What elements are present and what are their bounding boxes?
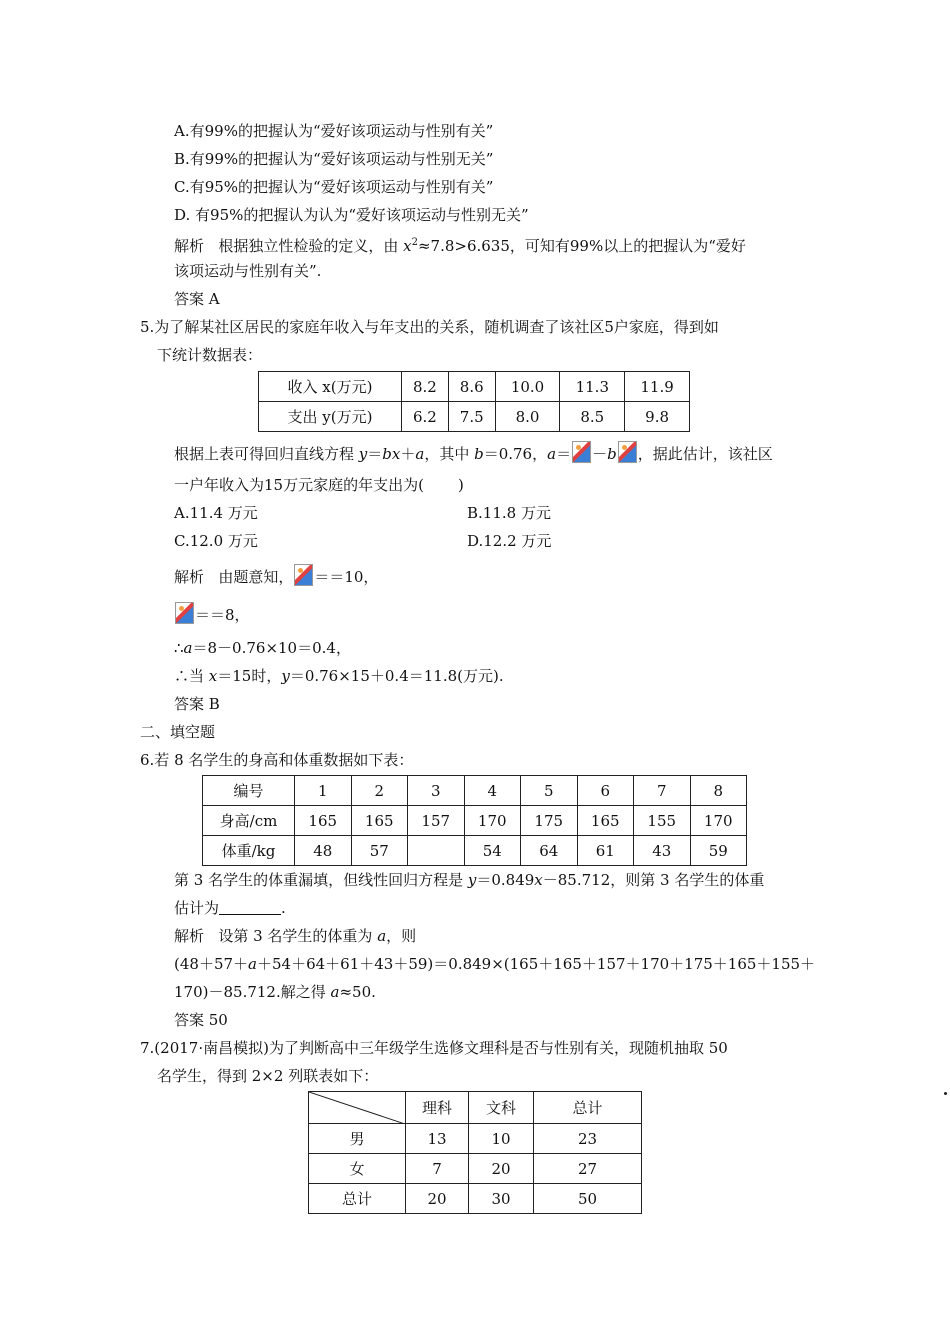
text: 由题意知，: [218, 568, 294, 586]
table-cell: 43: [634, 836, 691, 866]
table-row-label: 支出 y(万元): [259, 402, 402, 432]
q5-answer: 答案 B: [174, 695, 220, 713]
margin-mark: [944, 1092, 947, 1095]
analysis-label: 解析: [174, 237, 205, 255]
text: ＝＝8，: [195, 606, 250, 624]
q6-analysis-line-3: [174, 982, 376, 1002]
text: ∴当: [174, 667, 209, 685]
var-a: a: [415, 445, 425, 463]
q6-height-weight-table: [202, 775, 747, 866]
text: 根据上表可得回归直线方程: [174, 445, 359, 463]
q5-analysis-line-4: [174, 666, 504, 686]
q6-text-line-2: [174, 898, 286, 918]
table-cell: 165: [351, 806, 408, 836]
table-cell-empty: [408, 836, 465, 866]
table-cell: 59: [690, 836, 747, 866]
table-header-cell: 1: [295, 776, 352, 806]
var-b: b: [474, 445, 484, 463]
text: 估计为: [174, 899, 220, 917]
text: 设第 3 名学生的体重为: [218, 927, 378, 945]
q7-stem-line-2: 名学生，得到 2×2 列联表如下：: [157, 1067, 379, 1085]
q6-stem: 6.若 8 名学生的身高和体重数据如下表：: [140, 751, 414, 769]
table-cell: 8.0: [495, 402, 560, 432]
table-cell: 8.6: [448, 372, 495, 402]
text: (48＋57＋: [174, 955, 249, 973]
chi-var: x: [403, 237, 412, 255]
x-bar-image-icon: [294, 564, 313, 586]
table-cell: 155: [634, 806, 691, 836]
text: ＝0.849: [476, 871, 535, 889]
table-header-cell: 理科: [406, 1092, 469, 1124]
table-cell: 170: [464, 806, 521, 836]
text: ＝15时，: [217, 667, 282, 685]
x-bar-image-icon: [618, 441, 637, 463]
q7-stem-line-1: 7.(2017·南昌模拟)为了判断高中三年级学生选修文理科是否与性别有关，现随机抽取 50: [140, 1039, 728, 1057]
table-cell: 50: [534, 1184, 642, 1214]
q5-stem-line-1: 5.为了解某社区居民的家庭年收入与年支出的关系，随机调查了该社区5户家庭，得到如: [140, 318, 719, 336]
q4-analysis-line-2: 该项运动与性别有关”.: [174, 262, 322, 280]
text: ＝0.76，: [483, 445, 548, 463]
q4-analysis-line-1: [174, 233, 746, 256]
text: .: [281, 899, 286, 917]
var-a: a: [248, 955, 257, 973]
table-cell: 13: [406, 1124, 469, 1154]
analysis-label: 解析: [174, 568, 205, 586]
var-a: a: [330, 983, 340, 1001]
var-a: a: [183, 639, 193, 657]
table-header-cell: 6: [577, 776, 634, 806]
table-header-cell: 文科: [469, 1092, 534, 1124]
table-cell: 57: [351, 836, 408, 866]
table-header-cell: 5: [521, 776, 578, 806]
table-header-cell: 4: [464, 776, 521, 806]
q6-analysis-line-2: [174, 954, 815, 974]
q5-analysis-line-2: [174, 602, 250, 625]
table-cell: 157: [408, 806, 465, 836]
var-y: y: [358, 445, 368, 463]
section-title: 二、填空题: [140, 723, 216, 741]
therefore-symbol: ∴: [174, 639, 184, 657]
table-header-cell: 2: [351, 776, 408, 806]
table-header-cell: 3: [408, 776, 465, 806]
table-header-cell: 7: [634, 776, 691, 806]
text: ＋: [400, 445, 416, 463]
text: ，据此估计，该社区: [637, 445, 773, 463]
table-cell: 8.2: [402, 372, 449, 402]
diagonal-header-cell: [309, 1092, 406, 1124]
text: ＋54＋64＋61＋43＋59)＝0.849×(165＋165＋157＋170＋175＋165＋155＋: [256, 955, 816, 973]
q4-option-a: A.有99%的把握认为“爱好该项运动与性别有关”: [174, 122, 494, 140]
q6-answer: 答案 50: [174, 1011, 228, 1029]
q4-analysis-text-2: ≈7.8>6.635，可知有99%以上的把握认为“爱好: [417, 237, 746, 255]
table-cell: 6.2: [402, 402, 449, 432]
table-row-label: 身高/cm: [203, 806, 295, 836]
analysis-label: 解析: [174, 927, 205, 945]
text: ＝8－0.76×10＝0.4，: [192, 639, 351, 657]
text: ＝: [556, 445, 572, 463]
q5-analysis-line-3: [174, 638, 351, 658]
table-cell: 165: [295, 806, 352, 836]
q5-option-d: D.12.2 万元: [467, 532, 552, 550]
q4-answer: 答案 A: [174, 290, 220, 308]
q6-text-line-1: [174, 870, 764, 890]
table-cell: 10.0: [495, 372, 560, 402]
q5-option-c: C.12.0 万元: [174, 532, 258, 550]
var-a: a: [377, 927, 387, 945]
chi-sup: 2: [411, 237, 418, 248]
q5-option-b: B.11.8 万元: [467, 504, 551, 522]
y-bar-image-icon: [572, 441, 591, 463]
var-b: b: [607, 445, 617, 463]
table-cell: 11.9: [625, 372, 690, 402]
answer-blank: [219, 900, 281, 915]
q4-option-c: C.有95%的把握认为“爱好该项运动与性别有关”: [174, 178, 494, 196]
q5-option-a: A.11.4 万元: [174, 504, 258, 522]
var-x: x: [534, 871, 543, 889]
var-y: y: [281, 667, 290, 685]
text: 170)－85.712.解之得: [174, 983, 331, 1001]
table-header-cell: 8: [690, 776, 747, 806]
table-cell: 61: [577, 836, 634, 866]
table-row-label: 女: [309, 1154, 406, 1184]
q4-analysis-text: 根据独立性检验的定义，由: [218, 237, 404, 255]
q5-text-line-2: [174, 475, 464, 495]
table-cell: 10: [469, 1124, 534, 1154]
table-row-label: 体重/kg: [203, 836, 295, 866]
text: ＝0.76×15＋0.4＝11.8(万元).: [289, 667, 504, 685]
table-cell: 64: [521, 836, 578, 866]
y-bar-image-icon: [175, 602, 194, 624]
table-row-label: 编号: [203, 776, 295, 806]
table-cell: 8.5: [560, 402, 625, 432]
table-cell: 7: [406, 1154, 469, 1184]
text: ，其中: [424, 445, 475, 463]
var-a: a: [547, 445, 557, 463]
table-cell: 27: [534, 1154, 642, 1184]
table-header-cell: 总计: [534, 1092, 642, 1124]
q5-analysis-line-1: [174, 564, 378, 587]
table-row-label: 总计: [309, 1184, 406, 1214]
table-cell: 30: [469, 1184, 534, 1214]
var-bx: bx: [382, 445, 401, 463]
text: ＝: [367, 445, 383, 463]
table-cell: 20: [406, 1184, 469, 1214]
table-cell: 20: [469, 1154, 534, 1184]
q5-stem-line-2: 下统计数据表：: [157, 346, 263, 364]
table-cell: 48: [295, 836, 352, 866]
q4-option-b: B.有99%的把握认为“爱好该项运动与性别无关”: [174, 150, 494, 168]
text: ): [457, 476, 464, 494]
q7-contingency-table: [308, 1091, 642, 1214]
table-cell: 7.5: [448, 402, 495, 432]
q6-analysis-line-1: [174, 926, 416, 946]
table-cell: 54: [464, 836, 521, 866]
q5-text-line-1: [174, 441, 773, 464]
table-row-label: 男: [309, 1124, 406, 1154]
table-cell: 175: [521, 806, 578, 836]
q5-income-table: [258, 371, 690, 432]
text: －: [592, 445, 608, 463]
text: ≈50.: [339, 983, 376, 1001]
var-x: x: [208, 667, 218, 685]
table-cell: 165: [577, 806, 634, 836]
table-row-label: 收入 x(万元): [259, 372, 402, 402]
text: 一户年收入为15万元家庭的年支出为(: [174, 476, 424, 494]
text: ＝＝10，: [314, 568, 379, 586]
text: 第 3 名学生的体重漏填，但线性回归方程是: [174, 871, 468, 889]
table-cell: 23: [534, 1124, 642, 1154]
text: ，则: [386, 927, 417, 945]
diagonal-line: [309, 1092, 405, 1124]
q4-option-d: D. 有95%的把握认为认为“爱好该项运动与性别无关”: [174, 206, 529, 224]
table-cell: 11.3: [560, 372, 625, 402]
var-y: y: [467, 871, 477, 889]
text: －85.712，则第 3 名学生的体重: [542, 871, 765, 889]
table-cell: 9.8: [625, 402, 690, 432]
table-cell: 170: [690, 806, 747, 836]
